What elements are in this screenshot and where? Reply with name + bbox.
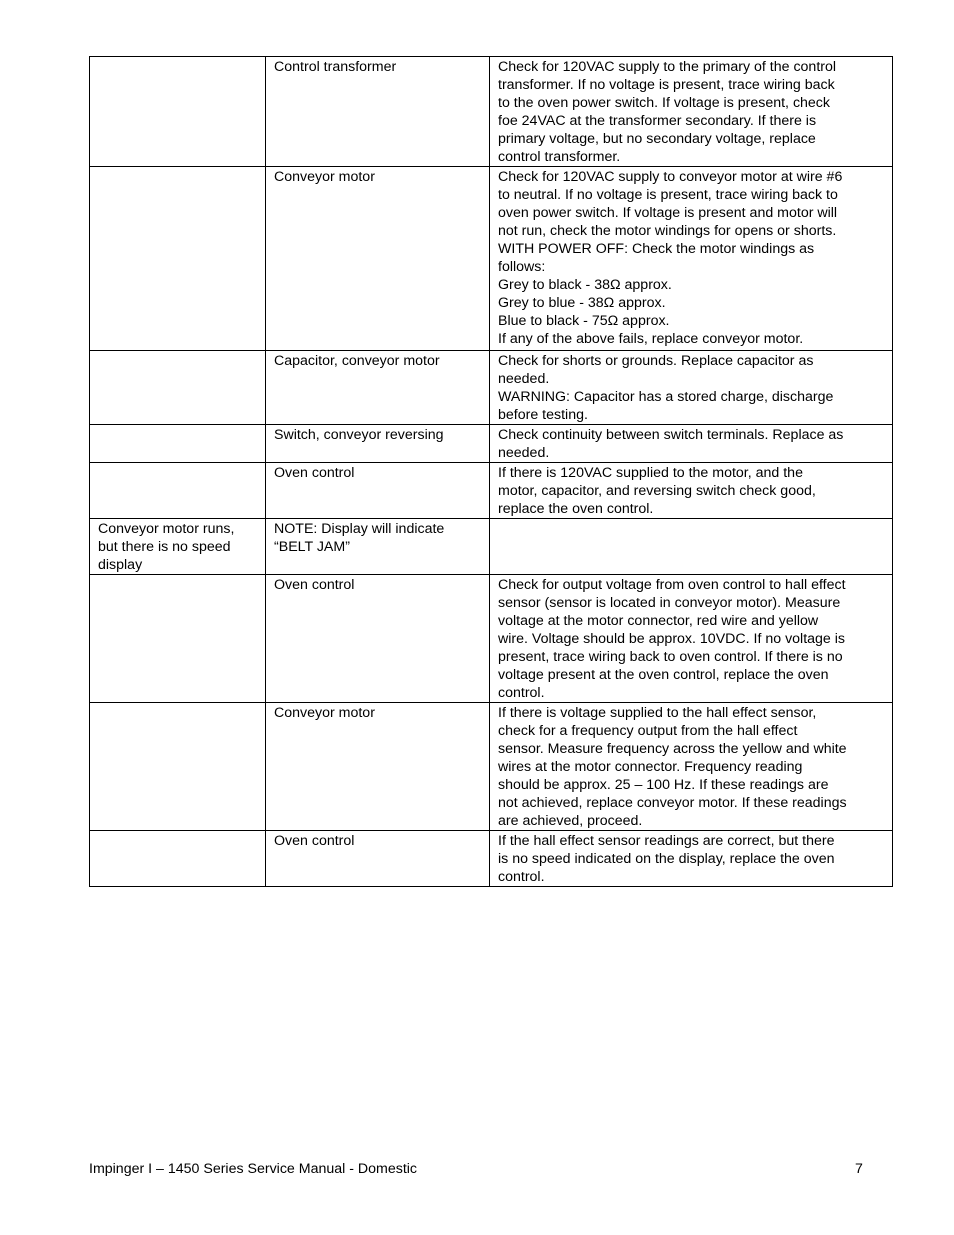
action-text-line: to the oven power switch. If voltage is present, check (498, 95, 830, 111)
action-text-line: If the hall effect sensor readings are correct, but there (498, 833, 835, 849)
cause-text-line: Oven control (274, 465, 355, 481)
table-row (90, 425, 893, 463)
action-text-line: If there is voltage supplied to the hall effect sensor, (498, 705, 817, 721)
table-row (90, 703, 893, 831)
cause-text-line: Control transformer (274, 59, 397, 75)
footer-page-number: 7 (855, 1161, 863, 1177)
symptom-cell (90, 575, 266, 703)
action-text-line: to neutral. If no voltage is present, trace wiring back to (498, 187, 838, 203)
cause-cell (266, 519, 490, 575)
cause-cell (266, 463, 490, 519)
symptom-cell (90, 519, 266, 575)
cause-text-line: NOTE: Display will indicate (274, 521, 445, 537)
action-text-line: Check for 120VAC supply to conveyor motor at wire #6 (498, 169, 843, 185)
table-row (90, 351, 893, 425)
cause-text-line: Conveyor motor (274, 169, 375, 185)
symptom-cell (90, 351, 266, 425)
cause-text-line: Conveyor motor (274, 705, 375, 721)
symptom-text-line: display (98, 557, 143, 573)
table-row (90, 831, 893, 887)
action-text-line: not run, check the motor windings for opens or shorts. (498, 223, 837, 239)
action-text-line: foe 24VAC at the transformer secondary. If there is (498, 113, 817, 129)
action-text-line: Check for output voltage from oven control to hall effect (498, 577, 846, 593)
symptom-cell (90, 425, 266, 463)
action-cell (490, 57, 893, 167)
action-text-line: replace the oven control. (498, 501, 654, 517)
action-text-line: needed. (498, 445, 550, 461)
action-text-line: Check for 120VAC supply to the primary of the control (498, 59, 837, 75)
symptom-cell (90, 831, 266, 887)
action-cell (490, 519, 893, 575)
cause-text-line: Switch, conveyor reversing (274, 427, 444, 443)
footer-manual-title: Impinger I – 1450 Series Service Manual - Domestic (89, 1161, 418, 1177)
cause-text-line: Capacitor, conveyor motor (274, 353, 440, 369)
cause-cell (266, 57, 490, 167)
action-text-line: oven power switch. If voltage is present and motor will (498, 205, 838, 221)
cause-cell (266, 831, 490, 887)
symptom-cell (90, 57, 266, 167)
table-row (90, 167, 893, 351)
action-text-line: follows: (498, 259, 546, 275)
cause-cell (266, 703, 490, 831)
action-text-line: wires at the motor connector. Frequency reading (498, 759, 803, 775)
action-text-line: are achieved, proceed. (498, 813, 643, 829)
table-row (90, 575, 893, 703)
action-text-line: control. (498, 685, 545, 701)
action-text-line: voltage present at the oven control, replace the oven (498, 667, 829, 683)
action-text-line: If any of the above fails, replace conveyor motor. (498, 331, 804, 347)
action-cell (490, 425, 893, 463)
action-cell (490, 351, 893, 425)
action-text-line: transformer. If no voltage is present, trace wiring back (498, 77, 835, 93)
action-cell (490, 463, 893, 519)
action-text-line: motor, capacitor, and reversing switch check good, (498, 483, 816, 499)
action-text-line: sensor (sensor is located in conveyor motor). Measure (498, 595, 841, 611)
cause-text-line: “BELT JAM” (274, 539, 350, 555)
troubleshooting-table (89, 56, 893, 887)
troubleshooting-table-body (90, 57, 893, 887)
action-text-line: primary voltage, but no secondary voltage, replace (498, 131, 816, 147)
action-text-line: WARNING: Capacitor has a stored charge, discharge (498, 389, 834, 405)
action-text-line: wire. Voltage should be approx. 10VDC. If no voltage is (498, 631, 846, 647)
action-text-line: Grey to black - 38Ω approx. (498, 277, 672, 293)
action-text-line: Grey to blue - 38Ω approx. (498, 295, 666, 311)
cause-text-line: Oven control (274, 577, 355, 593)
symptom-cell (90, 463, 266, 519)
table-row (90, 57, 893, 167)
action-text-line: Blue to black - 75Ω approx. (498, 313, 670, 329)
symptom-text-line: Conveyor motor runs, (98, 521, 235, 537)
cause-cell (266, 575, 490, 703)
action-cell (490, 575, 893, 703)
action-text-line: present, trace wiring back to oven control. If there is no (498, 649, 843, 665)
action-text-line: If there is 120VAC supplied to the motor, and the (498, 465, 803, 481)
cause-cell (266, 167, 490, 351)
symptom-cell (90, 703, 266, 831)
action-text-line: check for a frequency output from the hall effect (498, 723, 798, 739)
symptom-cell (90, 167, 266, 351)
cause-text-line: Oven control (274, 833, 355, 849)
action-cell (490, 167, 893, 351)
action-text-line: WITH POWER OFF: Check the motor windings as (498, 241, 815, 257)
table-row (90, 519, 893, 575)
action-text-line: is no speed indicated on the display, replace the oven (498, 851, 835, 867)
action-text-line: Check for shorts or grounds. Replace capacitor as (498, 353, 814, 369)
table-row (90, 463, 893, 519)
action-text-line: not achieved, replace conveyor motor. If these readings (498, 795, 847, 811)
symptom-text-line: but there is no speed (98, 539, 231, 555)
action-text-line: needed. (498, 371, 550, 387)
action-cell (490, 831, 893, 887)
action-text-line: control transformer. (498, 149, 621, 165)
action-text-line: should be approx. 25 – 100 Hz. If these readings are (498, 777, 829, 793)
action-text-line: Check continuity between switch terminals. Replace as (498, 427, 844, 443)
action-cell (490, 703, 893, 831)
action-text-line: before testing. (498, 407, 588, 423)
cause-cell (266, 351, 490, 425)
action-text-line: voltage at the motor connector, red wire and yellow (498, 613, 819, 629)
action-text-line: control. (498, 869, 545, 885)
action-text-line: sensor. Measure frequency across the yellow and white (498, 741, 847, 757)
cause-cell (266, 425, 490, 463)
